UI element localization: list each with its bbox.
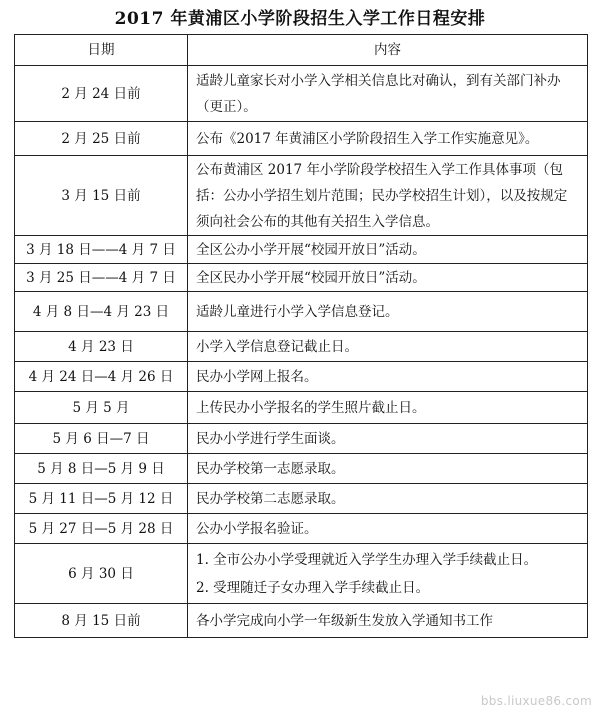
table-row (15, 484, 588, 514)
row-content (188, 454, 588, 484)
row-date: 5 月 27 日—5 月 28 日 (15, 514, 188, 544)
row-content (188, 332, 588, 362)
row-date: 3 月 25 日——4 月 7 日 (15, 264, 188, 292)
content-line: 民办学校第一志愿录取。 (196, 460, 345, 477)
row-date: 8 月 15 日前 (15, 604, 188, 638)
row-date: 2 月 25 日前 (15, 122, 188, 156)
page-title: 2017 年黄浦区小学阶段招生入学工作日程安排 (114, 9, 486, 29)
watermark-url: bbs.liuxue86.com (480, 694, 592, 708)
table-row (15, 454, 588, 484)
row-date: 4 月 8 日—4 月 23 日 (15, 292, 188, 332)
content-line: 各小学完成向小学一年级新生发放入学通知书工作 (196, 612, 493, 629)
row-date: 6 月 30 日 (15, 544, 188, 604)
content-line: 民办小学网上报名。 (196, 368, 318, 385)
content-line: 全区公办小学开展“校园开放日”活动。 (196, 241, 426, 258)
row-content (188, 362, 588, 392)
content-line: 公布《2017 年黄浦区小学阶段招生入学工作实施意见》。 (196, 130, 539, 147)
row-content (188, 264, 588, 292)
table-row (15, 156, 588, 236)
row-date: 4 月 24 日—4 月 26 日 (15, 362, 188, 392)
header-row (15, 35, 588, 66)
table-row (15, 424, 588, 454)
header-date: 日期 (15, 35, 188, 66)
content-line: 全区民办小学开展“校园开放日”活动。 (196, 269, 426, 286)
content-line: 民办小学进行学生面谈。 (196, 430, 345, 447)
content-line: 公布黄浦区 2017 年小学阶段学校招生入学工作具体事项（包括：公办小学招生划片范围；民办学校招生计划），以及按规定须向社会公布的其他有关招生入学信息。 (196, 161, 568, 230)
content-line: 适龄儿童进行小学入学信息登记。 (196, 303, 399, 320)
row-date: 4 月 23 日 (15, 332, 188, 362)
schedule-rows (15, 66, 588, 638)
content-line: 适龄儿童家长对小学入学相关信息比对确认，到有关部门补办（更正）。 (196, 72, 561, 115)
table-row (15, 362, 588, 392)
table-row (15, 122, 588, 156)
content-line: 1. 全市公办小学受理就近入学学生办理入学手续截止日。 (196, 551, 538, 568)
header-content: 内容 (188, 35, 588, 66)
table-row (15, 544, 588, 604)
row-content (188, 156, 588, 236)
table-row (15, 392, 588, 424)
table-row (15, 332, 588, 362)
row-date: 3 月 15 日前 (15, 156, 188, 236)
content-line: 2. 受理随迁子女办理入学手续截止日。 (196, 579, 430, 596)
table-row (15, 66, 588, 122)
table-row (15, 264, 588, 292)
table-row (15, 514, 588, 544)
row-content (188, 292, 588, 332)
row-date: 5 月 6 日—7 日 (15, 424, 188, 454)
content-line: 公办小学报名验证。 (196, 520, 318, 537)
content-line: 上传民办小学报名的学生照片截止日。 (196, 399, 426, 416)
content-line: 民办学校第二志愿录取。 (196, 490, 345, 507)
row-date: 3 月 18 日——4 月 7 日 (15, 236, 188, 264)
row-content (188, 392, 588, 424)
row-content (188, 604, 588, 638)
row-content (188, 514, 588, 544)
table-row (15, 292, 588, 332)
row-content (188, 236, 588, 264)
site-watermark (434, 662, 594, 708)
row-date: 2 月 24 日前 (15, 66, 188, 122)
row-date: 5 月 8 日—5 月 9 日 (15, 454, 188, 484)
schedule-table (14, 34, 588, 638)
row-date: 5 月 11 日—5 月 12 日 (15, 484, 188, 514)
table-row (15, 236, 588, 264)
row-content (188, 122, 588, 156)
table-row (15, 604, 588, 638)
row-content (188, 484, 588, 514)
row-content (188, 544, 588, 604)
row-content (188, 424, 588, 454)
content-line: 小学入学信息登记截止日。 (196, 338, 358, 355)
row-content (188, 66, 588, 122)
row-date: 5 月 5 月 (15, 392, 188, 424)
